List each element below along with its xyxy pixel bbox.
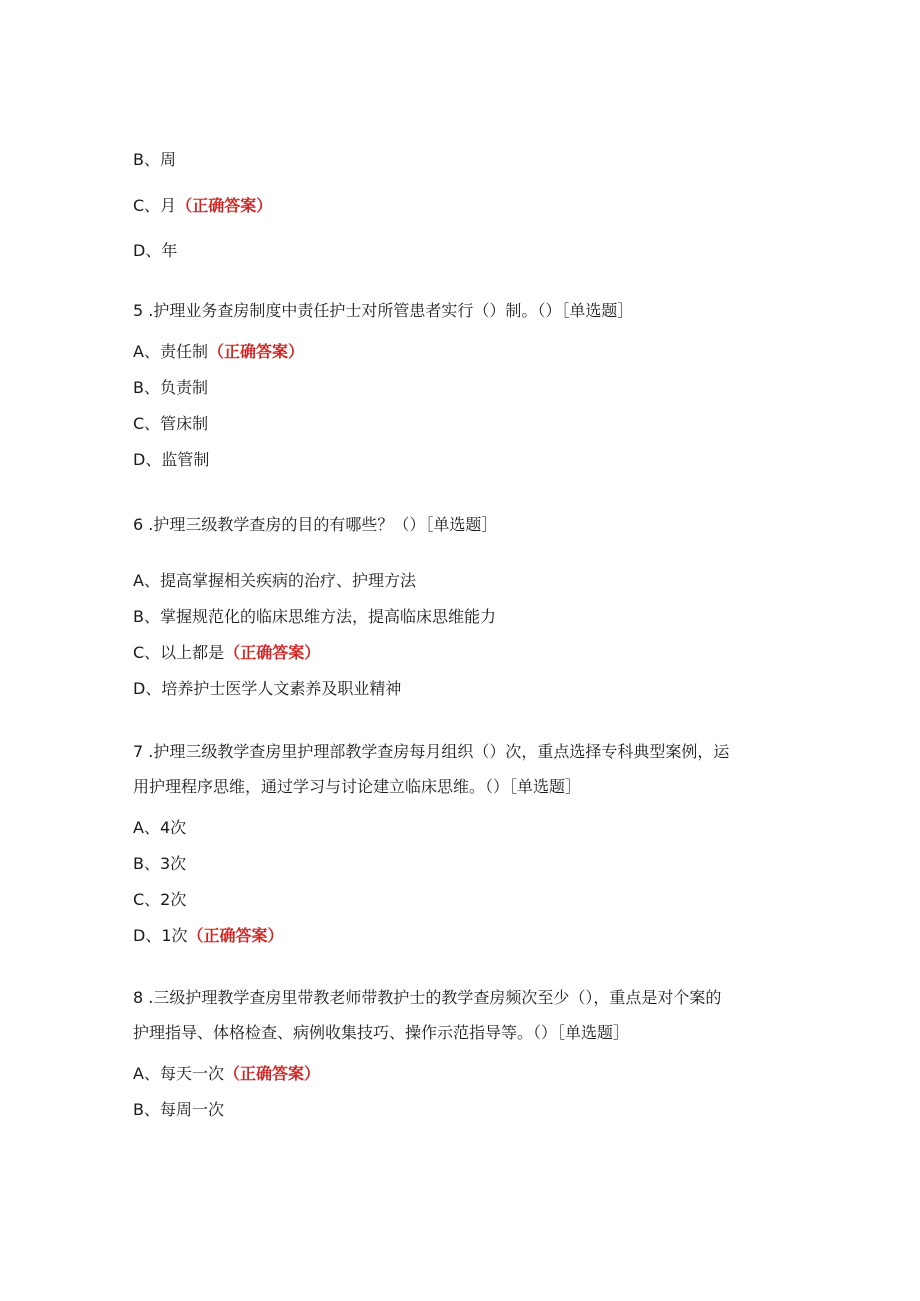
question-text: 8 .三级护理教学查房里带教老师带教护士的教学查房频次至少（），重点是对个案的 (133, 988, 722, 1007)
q5-title (133, 301, 633, 321)
option-label: C、以上都是 (133, 643, 225, 662)
q6-option-d (133, 679, 401, 699)
correct-answer-tag: （正确答案） (223, 1064, 320, 1083)
q7-option-d (133, 926, 284, 946)
option-label: A、提高掌握相关疾病的治疗、护理方法 (133, 571, 416, 590)
q4-option-d (133, 241, 177, 261)
q8-title-line1 (133, 988, 721, 1008)
q6-option-b (133, 607, 496, 627)
option-label: A、责任制 (133, 342, 208, 361)
option-label: D、监管制 (133, 450, 210, 469)
q4-option-c (133, 196, 272, 216)
option-label: B、掌握规范化的临床思维方法，提高临床思维能力 (133, 607, 496, 626)
option-label: A、每天一次 (133, 1064, 224, 1083)
option-label: C、2次 (133, 890, 187, 909)
option-label: D、培养护士医学人文素养及职业精神 (133, 679, 402, 698)
option-label: B、周 (133, 150, 176, 169)
q5-option-c (133, 414, 208, 434)
q8-title-line2 (133, 1023, 629, 1043)
q7-title-line1 (133, 742, 729, 762)
question-text: 5 .护理业务查房制度中责任护士对所管患者实行（）制。（）［单选题］ (133, 301, 634, 320)
correct-answer-tag: （正确答案） (207, 342, 304, 361)
q7-title-line2 (133, 777, 581, 797)
q5-option-a (133, 342, 304, 362)
q7-option-b (133, 854, 186, 874)
option-label: B、负责制 (133, 378, 208, 397)
q8-option-b (133, 1100, 224, 1120)
option-label: B、3次 (133, 854, 187, 873)
question-text: 7 .护理三级教学查房里护理部教学查房每月组织（）次，重点选择专科典型案例，运 (133, 742, 730, 761)
correct-answer-tag: （正确答案） (187, 926, 284, 945)
q7-option-c (133, 890, 186, 910)
q6-title (133, 515, 497, 535)
q8-option-a (133, 1064, 320, 1084)
q5-option-d (133, 450, 209, 470)
question-text: 护理指导、体格检查、病例收集技巧、操作示范指导等。（）［单选题］ (133, 1023, 630, 1042)
question-text: 用护理程序思维，通过学习与讨论建立临床思维。（）［单选题］ (133, 777, 582, 796)
option-label: C、月 (133, 196, 177, 215)
question-text: 6 .护理三级教学查房的目的有哪些？（）［单选题］ (133, 515, 498, 534)
correct-answer-tag: （正确答案） (224, 643, 321, 662)
correct-answer-tag: （正确答案） (176, 196, 273, 215)
q7-option-a (133, 818, 186, 838)
q4-option-b (133, 150, 176, 170)
option-label: D、1次 (133, 926, 188, 945)
option-label: C、管床制 (133, 414, 209, 433)
q5-option-b (133, 378, 208, 398)
q6-option-c (133, 643, 320, 663)
option-label: B、每周一次 (133, 1100, 224, 1119)
option-label: A、4次 (133, 818, 187, 837)
option-label: D、年 (133, 241, 178, 260)
q6-option-a (133, 571, 416, 591)
